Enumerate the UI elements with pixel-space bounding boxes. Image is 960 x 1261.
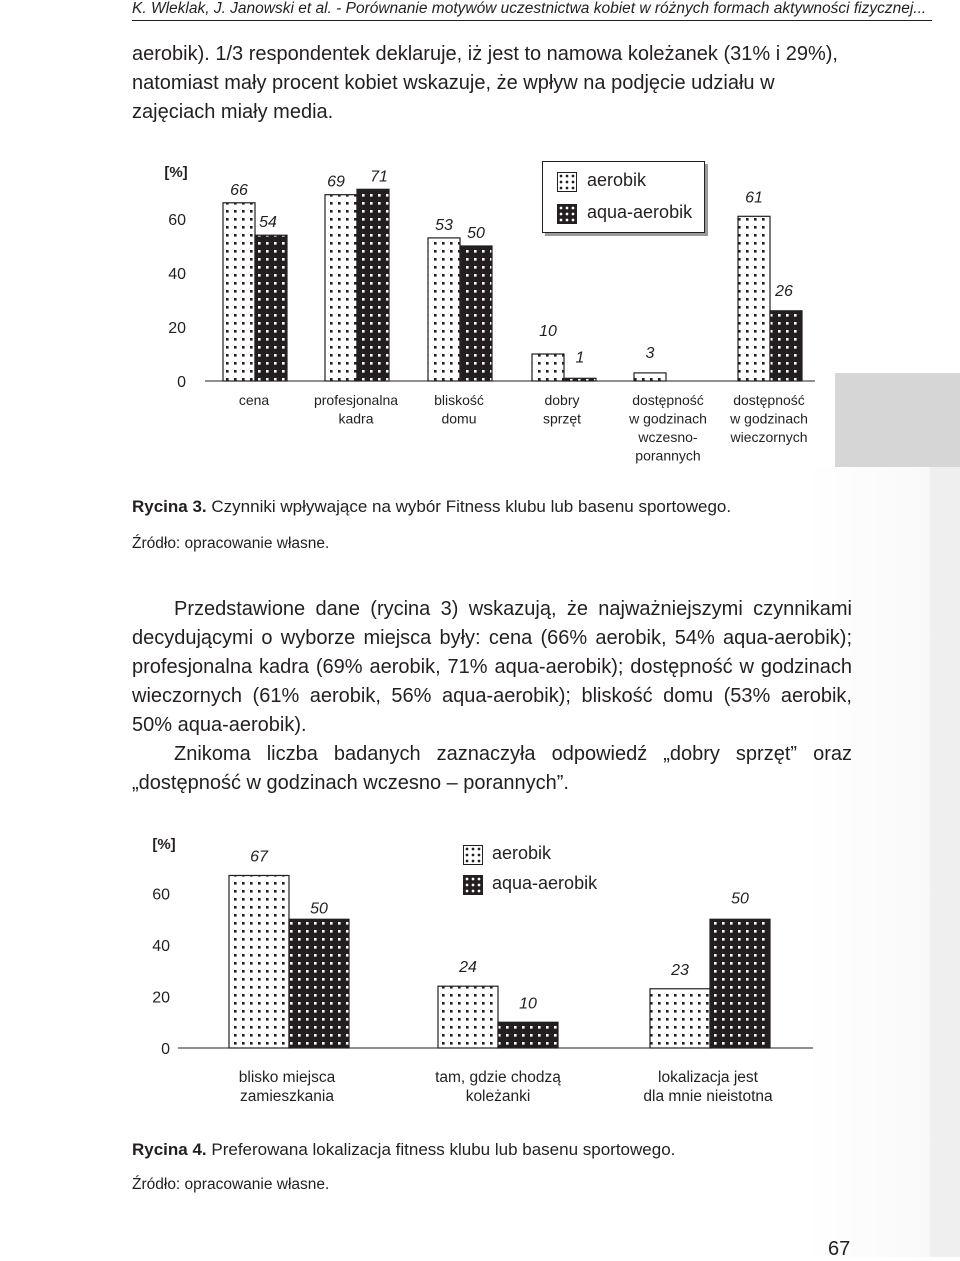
data-label-aerobik-2: 53 (435, 216, 453, 234)
category-label-5: dostępność (733, 392, 805, 408)
category-label-4: wczesno- (638, 429, 698, 445)
figure3-caption (132, 497, 731, 517)
y-tick-label: 60 (168, 212, 186, 229)
bar-aqua-aerobik-5 (770, 311, 802, 381)
legend-item-aerobik (543, 170, 704, 194)
figure4-caption (132, 1140, 675, 1160)
y-tick-label: 20 (168, 320, 186, 337)
figure4-legend (463, 843, 603, 903)
data-label-aerobik-1: 69 (327, 173, 345, 191)
category-label-1: tam, gdzie chodzą (435, 1069, 561, 1086)
data-label-aerobik-3: 10 (539, 323, 557, 340)
y-tick-label: 60 (152, 886, 170, 904)
category-label-0: cena (238, 392, 270, 408)
data-label-aqua-aerobik-0: 54 (259, 214, 277, 232)
category-label-4: w godzinach (629, 410, 707, 427)
legend-swatch-aerobik (463, 845, 483, 865)
y-tick-label: 0 (161, 1041, 170, 1058)
category-label-5: wieczornych (730, 429, 808, 445)
data-label-aerobik-5: 61 (745, 189, 763, 207)
figure4-caption-text: Preferowana lokalizacja fitness klubu lub basenu sportowego. (206, 1140, 676, 1159)
category-label-1: kadra (338, 410, 374, 427)
data-label-aqua-aerobik-3: 1 (575, 349, 585, 367)
category-label-4: dostępność (632, 392, 704, 408)
figure3-caption-label: Rycina 3. (132, 497, 207, 516)
legend-item-aqua-aerobik (463, 873, 603, 897)
bar-aerobik-1 (438, 986, 498, 1048)
data-label-aerobik-2: 23 (671, 961, 689, 979)
data-label-aerobik-1: 24 (459, 959, 477, 977)
bar-aqua-aerobik-3 (564, 378, 596, 381)
legend-label-aqua-aerobik: aqua-aerobik (587, 202, 693, 222)
data-label-aerobik-0: 66 (230, 181, 248, 199)
body-paragraph-1: Przedstawione dane (rycina 3) wskazują, że najważniejszymi czynnikami decydującymi o wyborze miejsca były: cena (66% aerobik, 54% aqua-aerobik); profesjonalna kadra (69% aerobik, 71% aqua-aerobik); dostępność w godzinach wieczornych (61% aerobik, 56% aqua-aerobik); bliskość domu (53% aerobik, 50% aqua-aerobik). (132, 598, 852, 736)
bar-aerobik-0 (229, 875, 289, 1048)
legend-label-aqua-aerobik: aqua-aerobik (492, 873, 598, 893)
legend-label-aerobik: aerobik (587, 170, 647, 190)
bar-aqua-aerobik-2 (460, 246, 492, 381)
y-tick-label: 40 (168, 266, 186, 283)
bar-aerobik-3 (532, 354, 564, 381)
page-number: 67 (828, 1238, 851, 1260)
figure3-legend (542, 161, 705, 233)
legend-item-aerobik (463, 843, 603, 867)
body-paragraph-2: Znikoma liczba badanych zaznaczyła odpowiedź „dobry sprzęt” oraz „dostępność w godzinach wczesno – porannych”. (132, 743, 852, 794)
bar-aqua-aerobik-0 (289, 919, 349, 1048)
y-axis-label: [%] (164, 164, 188, 181)
bar-aqua-aerobik-1 (357, 189, 389, 381)
legend-swatch-aerobik (557, 172, 577, 192)
data-label-aqua-aerobik-2: 50 (731, 890, 749, 908)
category-label-4: porannych (635, 447, 701, 464)
data-label-aqua-aerobik-5: 26 (775, 282, 793, 300)
legend-label-aerobik: aerobik (492, 843, 552, 863)
data-label-aqua-aerobik-2: 50 (467, 225, 485, 242)
data-label-aqua-aerobik-0: 50 (310, 900, 328, 918)
category-label-0: zamieszkania (240, 1088, 334, 1105)
bar-aqua-aerobik-1 (498, 1022, 558, 1048)
category-label-1: koleżanki (465, 1088, 531, 1105)
bar-aqua-aerobik-2 (710, 919, 770, 1048)
category-label-1: profesjonalna (313, 392, 399, 408)
category-label-2: lokalizacja jest (658, 1069, 758, 1086)
category-label-5: w godzinach (730, 410, 808, 427)
data-label-aqua-aerobik-1: 71 (370, 168, 388, 186)
bar-aerobik-5 (738, 216, 770, 381)
bar-aerobik-2 (428, 238, 460, 381)
category-label-3: dobry (544, 392, 580, 408)
legend-item-aqua-aerobik (543, 202, 704, 226)
bar-aerobik-1 (325, 195, 357, 381)
bar-aerobik-0 (223, 203, 255, 381)
bar-aqua-aerobik-0 (255, 235, 287, 381)
y-axis-label: [%] (152, 836, 176, 853)
running-header: K. Wleklak, J. Janowski et al. - Porównanie motywów uczestnictwa kobiet w różnych formach aktywności fizycznej... (132, 0, 932, 21)
data-label-aqua-aerobik-1: 10 (519, 995, 537, 1013)
category-label-0: blisko miejsca (238, 1069, 336, 1086)
bar-aerobik-2 (650, 989, 710, 1048)
category-label-2: bliskość (434, 392, 484, 408)
figure3-chart (0, 150, 960, 470)
figure4-caption-label: Rycina 4. (132, 1140, 207, 1159)
y-tick-label: 40 (152, 938, 170, 955)
figure4-source: Źródło: opracowanie własne. (132, 1176, 330, 1193)
figure3-source: Źródło: opracowanie własne. (132, 535, 330, 552)
category-label-2: domu (441, 410, 477, 427)
category-label-2: dla mnie nieistotna (643, 1088, 773, 1105)
data-label-aerobik-0: 67 (250, 848, 268, 866)
y-tick-label: 0 (177, 374, 186, 391)
data-label-aerobik-4: 3 (645, 344, 655, 362)
figure3-caption-text: Czynniki wpływające na wybór Fitness klubu lub basenu sportowego. (206, 497, 732, 516)
legend-swatch-aqua-aerobik (557, 204, 577, 224)
y-tick-label: 20 (152, 989, 170, 1007)
legend-swatch-aqua-aerobik (463, 875, 483, 895)
intro-paragraph: aerobik). 1/3 respondentek deklaruje, iż jest to namowa koleżanek (31% i 29%), natomiast mały procent kobiet wskazuje, że wpływ na podjęcie udziału w zajęciach miały media. (132, 43, 838, 123)
category-label-3: sprzęt (542, 410, 582, 427)
bar-aerobik-4 (634, 373, 666, 381)
